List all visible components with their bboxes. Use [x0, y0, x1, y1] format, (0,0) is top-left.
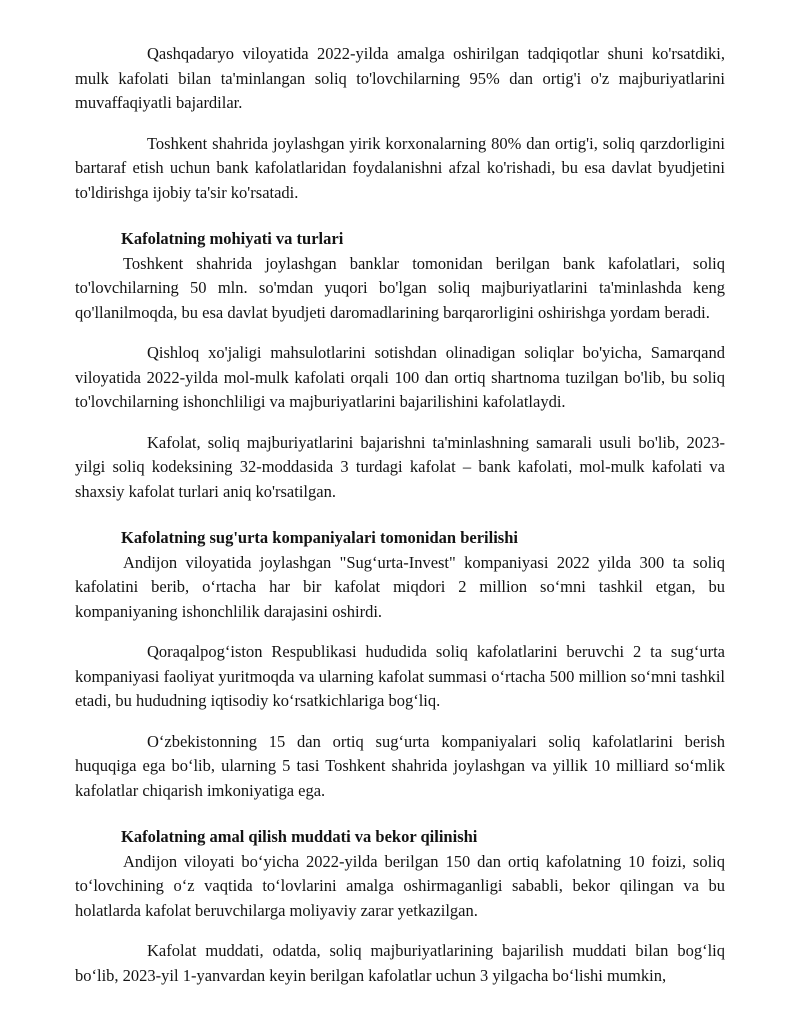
- paragraph: Qashqadaryo viloyatida 2022-yilda amalga oshirilgan tadqiqotlar shuni ko'rsatdiki, mulk kafolati bilan ta'minlangan soliq to'lovchilarning 95% dan ortig'i o'z majburiyatlarini muvaffaqiyatli bajardilar.: [75, 44, 725, 112]
- paragraph: Andijon viloyatida joylashgan "Sug‘urta-Invest" kompaniyasi 2022 yilda 300 ta soliq kafolatini berib, o‘rtacha har bir kafolat miqdori 2 million so‘mni tashkil etgan, bu kompaniyaning ishonchlilik darajasini oshirdi.: [75, 552, 725, 621]
- paragraph: Andijon viloyati bo‘yicha 2022-yilda berilgan 150 dan ortiq kafolatning 10 foizi, soliq to‘lovchining o‘z vaqtida to‘lovlarini amalga oshirmaganligi sababli, bekor qilingan va bu holatlarda kafolat beruvchilarga moliyaviy zarar yetkazilgan.: [75, 851, 725, 920]
- paragraph: Toshkent shahrida joylashgan yirik korxonalarning 80% dan ortig'i, soliq qarzdorligini bartaraf etish uchun bank kafolatlaridan foydalanishni afzal ko'rishadi, bu esa davlat byudjetini to'ldirishga ijobiy ta'sir ko'rsatadi.: [75, 133, 725, 202]
- paragraph: O‘zbekistonning 15 dan ortiq sug‘urta kompaniyalari soliq kafolatlarini berish huquqiga ega bo‘lib, ularning 5 tasi Toshkent shahrida joylashgan va yillik 10 milliard so‘mlik kafolatlar chiqarish imkoniyatiga ega.: [75, 731, 725, 800]
- document-page: [75, 42, 725, 1004]
- paragraph: Qoraqalpog‘iston Respublikasi hududida soliq kafolatlarini beruvchi 2 ta sug‘urta kompaniyasi faoliyat yuritmoqda va ularning kafolat summasi o‘rtacha 500 million so‘mni tashkil etadi, bu hududning iqtisodiy ko‘rsatkichlariga bog‘liq.: [75, 642, 725, 710]
- paragraph: Kafolat, soliq majburiyatlarini bajarishni ta'minlashning samarali usuli bo'lib, 2023-yilgi soliq kodeksining 32-moddasida 3 turdagi kafolat – bank kafolati, mol-mulk kafolati va shaxsiy kafolat turlari aniq ko'rsatilgan.: [75, 432, 725, 501]
- paragraph: Kafolat muddati, odatda, soliq majburiyatlarining bajarilish muddati bilan bog‘liq bo‘lib, 2023-yil 1-yanvardan keyin berilgan kafolatlar uchun 3 yilgacha bo‘lishi mumkin,: [75, 941, 725, 985]
- section-heading: Kafolatning amal qilish muddati va bekor qilinishi: [121, 827, 478, 846]
- paragraph: Toshkent shahrida joylashgan banklar tomonidan berilgan bank kafolatlari, soliq to'lovchilarning 50 mln. so'mdan yuqori bo'lgan soliq majburiyatlarini ta'minlashda keng qo'llanilmoqda, bu esa davlat byudjeti daromadlarining barqarorligini oshirishga yordam beradi.: [75, 253, 725, 322]
- section-heading: Kafolatning sug'urta kompaniyalari tomonidan berilishi: [121, 528, 518, 547]
- section-heading: Kafolatning mohiyati va turlari: [121, 229, 344, 248]
- paragraph: Qishloq xo'jaligi mahsulotlarini sotishdan olinadigan soliqlar bo'yicha, Samarqand viloyatida 2022-yilda mol-mulk kafolati orqali 100 dan ortiq shartnoma tuzilgan bo'lib, bu soliq to'lovchilarning ishonchliligi va majburiyatlarini bajarilishini kafolatlaydi.: [75, 343, 725, 411]
